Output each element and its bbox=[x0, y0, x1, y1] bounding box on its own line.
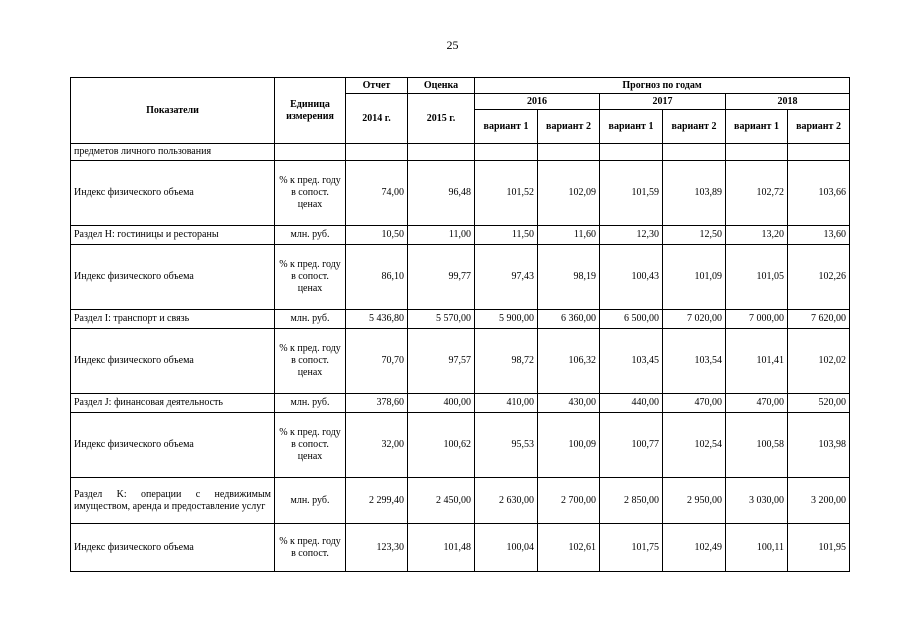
header-variant-1: вариант 1 bbox=[600, 110, 663, 144]
value-2017-v1: 6 500,00 bbox=[600, 310, 663, 329]
row-unit: % к пред. году в сопост. ценах bbox=[275, 413, 346, 478]
value-2016-v1: 97,43 bbox=[475, 245, 538, 310]
table-row bbox=[71, 245, 850, 310]
header-year-2017: 2017 bbox=[600, 94, 726, 110]
value-2018-v1: 13,20 bbox=[726, 226, 788, 245]
value-2015: 400,00 bbox=[408, 394, 475, 413]
header-year-2018: 2018 bbox=[726, 94, 850, 110]
value-2018-v2: 3 200,00 bbox=[788, 478, 850, 524]
value-2016-v2: 430,00 bbox=[538, 394, 600, 413]
header-variant-2: вариант 2 bbox=[788, 110, 850, 144]
table-row bbox=[71, 413, 850, 478]
page-number: 25 bbox=[446, 38, 459, 52]
value-2014: 10,50 bbox=[346, 226, 408, 245]
value-2016-v1: 5 900,00 bbox=[475, 310, 538, 329]
value-2018-v2: 7 620,00 bbox=[788, 310, 850, 329]
header-unit: Единица измерения bbox=[275, 78, 346, 144]
header-variant-1: вариант 1 bbox=[475, 110, 538, 144]
value-2018-v1: 101,41 bbox=[726, 329, 788, 394]
value-2014: 74,00 bbox=[346, 161, 408, 226]
row-unit: млн. руб. bbox=[275, 226, 346, 245]
row-label: Индекс физического объема bbox=[71, 329, 275, 394]
row-unit: млн. руб. bbox=[275, 394, 346, 413]
header-variant-2: вариант 2 bbox=[663, 110, 726, 144]
value-2014: 32,00 bbox=[346, 413, 408, 478]
value-2017-v1: 12,30 bbox=[600, 226, 663, 245]
row-unit: млн. руб. bbox=[275, 310, 346, 329]
value-2017-v1: 101,59 bbox=[600, 161, 663, 226]
value-2017-v2: 12,50 bbox=[663, 226, 726, 245]
row-unit: млн. руб. bbox=[275, 478, 346, 524]
value-2018-v1: 101,05 bbox=[726, 245, 788, 310]
value-2017-v1: 100,43 bbox=[600, 245, 663, 310]
value-2017-v2: 2 950,00 bbox=[663, 478, 726, 524]
row-label: Раздел J: финансовая деятельность bbox=[71, 394, 275, 413]
value-2016-v1: 2 630,00 bbox=[475, 478, 538, 524]
value-2017-v2: 102,49 bbox=[663, 524, 726, 572]
value-2018-v1: 7 000,00 bbox=[726, 310, 788, 329]
value-2016-v1: 98,72 bbox=[475, 329, 538, 394]
value-2017-v2: 102,54 bbox=[663, 413, 726, 478]
value-2014: 2 299,40 bbox=[346, 478, 408, 524]
value-2016-v1: 410,00 bbox=[475, 394, 538, 413]
value-2016-v2: 102,09 bbox=[538, 161, 600, 226]
value-2018-v1: 102,72 bbox=[726, 161, 788, 226]
value-2016-v2: 11,60 bbox=[538, 226, 600, 245]
row-label: Раздел I: транспорт и связь bbox=[71, 310, 275, 329]
value-2017-v1: 103,45 bbox=[600, 329, 663, 394]
value-2016-v2: 102,61 bbox=[538, 524, 600, 572]
header-year-2016: 2016 bbox=[475, 94, 600, 110]
value-2017-v2: 103,54 bbox=[663, 329, 726, 394]
value-2018-v2: 101,95 bbox=[788, 524, 850, 572]
row-label: Индекс физического объема bbox=[71, 413, 275, 478]
value-2015: 99,77 bbox=[408, 245, 475, 310]
value-2017-v2: 470,00 bbox=[663, 394, 726, 413]
table-row bbox=[71, 524, 850, 572]
value-2018-v2: 102,26 bbox=[788, 245, 850, 310]
value-2014: 378,60 bbox=[346, 394, 408, 413]
value-2015: 97,57 bbox=[408, 329, 475, 394]
value-2017-v2: 103,89 bbox=[663, 161, 726, 226]
value-2016-v2: 100,09 bbox=[538, 413, 600, 478]
row-label: Раздел K: операции с недвижимым имуществом, аренда и предоставление услуг bbox=[71, 478, 275, 524]
table-row bbox=[71, 478, 850, 524]
value-2018-v2: 102,02 bbox=[788, 329, 850, 394]
header-year-2015: 2015 г. bbox=[408, 94, 475, 144]
row-unit: % к пред. году в сопост. ценах bbox=[275, 245, 346, 310]
value-2017-v2: 7 020,00 bbox=[663, 310, 726, 329]
value-2018-v1: 3 030,00 bbox=[726, 478, 788, 524]
row-label: Раздел H: гостиницы и рестораны bbox=[71, 226, 275, 245]
forecast-table bbox=[70, 77, 850, 572]
value-2016-v1: 101,52 bbox=[475, 161, 538, 226]
value-2018-v1: 470,00 bbox=[726, 394, 788, 413]
table-row bbox=[71, 144, 850, 161]
continuation-text: предметов личного пользования bbox=[71, 144, 275, 161]
table-row bbox=[71, 226, 850, 245]
value-2014: 86,10 bbox=[346, 245, 408, 310]
table-row bbox=[71, 310, 850, 329]
table-row bbox=[71, 161, 850, 226]
value-2016-v2: 2 700,00 bbox=[538, 478, 600, 524]
value-2016-v1: 11,50 bbox=[475, 226, 538, 245]
row-unit: % к пред. году в сопост. ценах bbox=[275, 161, 346, 226]
value-2018-v2: 103,98 bbox=[788, 413, 850, 478]
value-2018-v2: 520,00 bbox=[788, 394, 850, 413]
value-2018-v2: 103,66 bbox=[788, 161, 850, 226]
header-report: Отчет bbox=[346, 78, 408, 94]
header-variant-1: вариант 1 bbox=[726, 110, 788, 144]
value-2017-v1: 440,00 bbox=[600, 394, 663, 413]
value-2015: 11,00 bbox=[408, 226, 475, 245]
value-2015: 96,48 bbox=[408, 161, 475, 226]
header-year-2014: 2014 г. bbox=[346, 94, 408, 144]
value-2017-v2: 101,09 bbox=[663, 245, 726, 310]
value-2014: 5 436,80 bbox=[346, 310, 408, 329]
header-estimate: Оценка bbox=[408, 78, 475, 94]
value-2017-v1: 101,75 bbox=[600, 524, 663, 572]
header-variant-2: вариант 2 bbox=[538, 110, 600, 144]
value-2014: 123,30 bbox=[346, 524, 408, 572]
value-2014: 70,70 bbox=[346, 329, 408, 394]
table-row bbox=[71, 329, 850, 394]
row-unit: % к пред. году в сопост. bbox=[275, 524, 346, 572]
value-2015: 2 450,00 bbox=[408, 478, 475, 524]
row-unit: % к пред. году в сопост. ценах bbox=[275, 329, 346, 394]
value-2016-v2: 106,32 bbox=[538, 329, 600, 394]
value-2016-v1: 95,53 bbox=[475, 413, 538, 478]
value-2016-v2: 6 360,00 bbox=[538, 310, 600, 329]
value-2018-v2: 13,60 bbox=[788, 226, 850, 245]
value-2015: 101,48 bbox=[408, 524, 475, 572]
value-2015: 5 570,00 bbox=[408, 310, 475, 329]
value-2016-v1: 100,04 bbox=[475, 524, 538, 572]
value-2018-v1: 100,11 bbox=[726, 524, 788, 572]
row-label: Индекс физического объема bbox=[71, 524, 275, 572]
value-2015: 100,62 bbox=[408, 413, 475, 478]
header-forecast: Прогноз по годам bbox=[475, 78, 850, 94]
table-row bbox=[71, 394, 850, 413]
value-2017-v1: 100,77 bbox=[600, 413, 663, 478]
value-2016-v2: 98,19 bbox=[538, 245, 600, 310]
value-2018-v1: 100,58 bbox=[726, 413, 788, 478]
row-label: Индекс физического объема bbox=[71, 245, 275, 310]
header-indicators: Показатели bbox=[71, 78, 275, 144]
row-label: Индекс физического объема bbox=[71, 161, 275, 226]
value-2017-v1: 2 850,00 bbox=[600, 478, 663, 524]
